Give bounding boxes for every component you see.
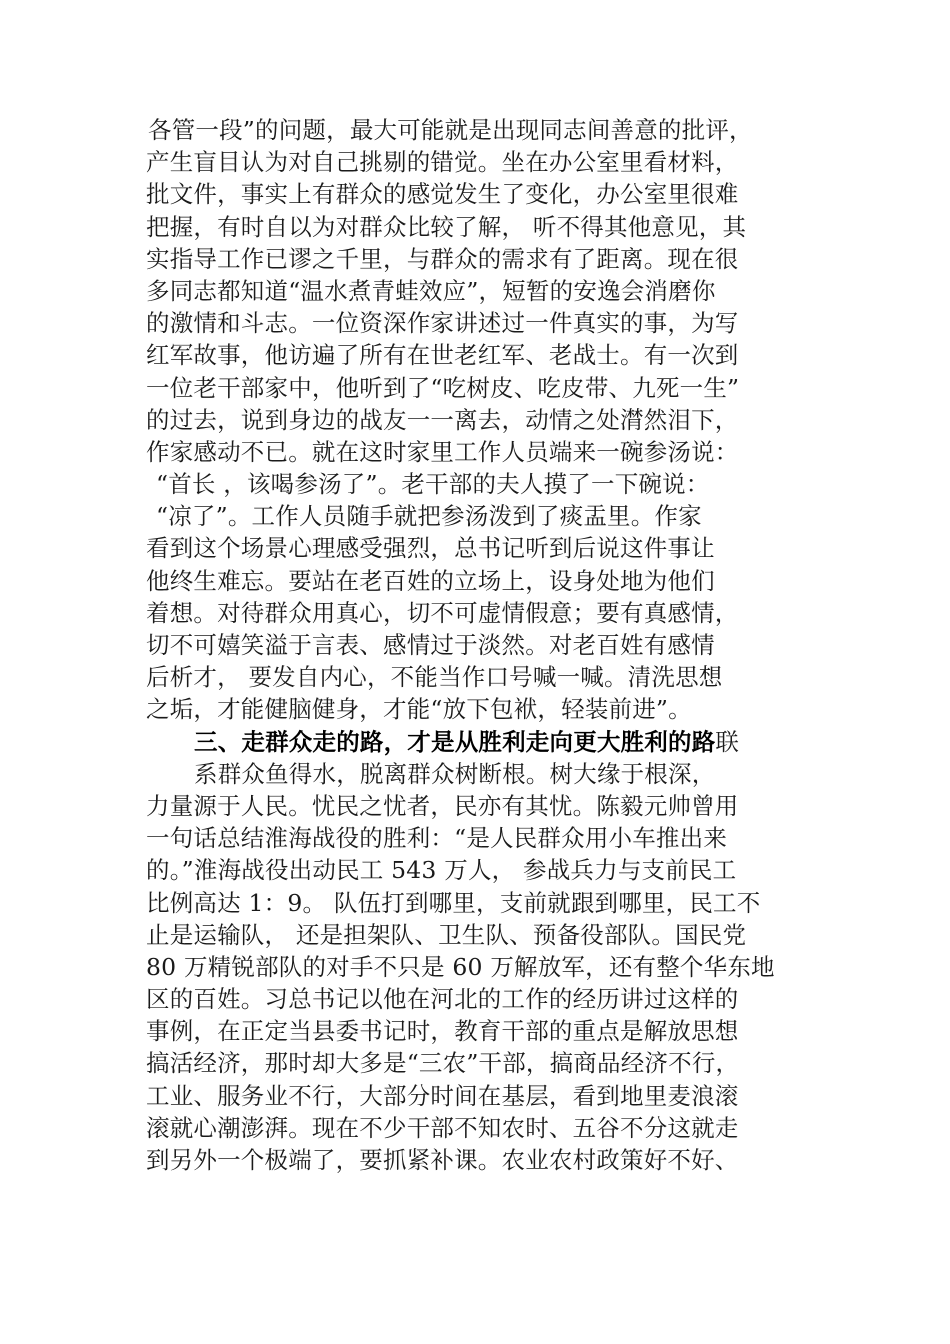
text-line: 的。”淮海战役出动民工 543 万人， 参战兵力与支前民工 [146, 856, 737, 885]
text-line: 比例高达 1：9。 队伍打到哪里，支前就跟到哪里，民工不 [146, 888, 761, 917]
text-line: 着想。对待群众用真心，切不可虚情假意；要有真感情， [146, 598, 739, 627]
text-line: 一位老干部家中，他听到了“吃树皮、吃皮带、九死一生” [146, 373, 740, 402]
text-line: 之垢，才能健脑健身，才能“放下包袱，轻装前进”。 [146, 695, 692, 724]
section-heading-line [146, 726, 826, 758]
text-line: 一句话总结淮海战役的胜利：“是人民群众用小车推出来 [146, 824, 728, 853]
text-line: 批文件，事实上有群众的感觉发生了变化，办公室里很难 [146, 180, 739, 209]
text-line: 后析才， 要发自内心，不能当作口号喊一喊。清洗思想 [146, 663, 723, 692]
text-line: 到另外一个极端了，要抓紧补课。农业农村政策好不好、 [146, 1146, 739, 1174]
text-line: 力量源于人民。忧民之忧者，民亦有其忧。陈毅元帅曾用 [146, 791, 739, 820]
text-line: 80 万精锐部队的对手不只是 60 万解放军，还有整个华东地 [146, 952, 775, 981]
text-line: 的过去，说到身边的战友一一离去，动情之处潸然泪下， [146, 405, 739, 434]
section-heading: 三、走群众走的路，才是从胜利走向更大胜利的路 [194, 727, 716, 756]
text-line: 多同志都知道“温水煮青蛙效应”，短暂的安逸会消磨你 [146, 276, 716, 305]
text-line: 看到这个场景心理感受强烈，总书记听到后说这件事让 [146, 534, 715, 563]
text-line: “凉了”。工作人员随手就把参汤泼到了痰盂里。作家 [156, 502, 702, 531]
text-line: 滚就心潮澎湃。现在不少干部不知农时、五谷不分这就走 [146, 1113, 739, 1142]
text-line: 各管一段”的问题，最大可能就是出现同志间善意的批评， [148, 116, 753, 144]
text-line: 切不可嬉笑溢于言表、感情过于淡然。对老百姓有感情 [146, 631, 715, 659]
heading-tail-text: 联 [715, 727, 740, 756]
text-line: 他终生难忘。要站在老百姓的立场上，设身处地为他们 [146, 566, 715, 595]
text-line: 产生盲目认为对自己挑剔的错觉。坐在办公室里看材料， [146, 148, 739, 177]
text-line: 的激情和斗志。一位资深作家讲述过一件真实的事，为写 [146, 309, 739, 338]
text-line: 作家感动不已。就在这时家里工作人员端来一碗参汤说： [146, 437, 739, 466]
text-line: 事例，在正定当县委书记时，教育干部的重点是解放思想 [146, 1017, 739, 1046]
text-line: 区的百姓。习总书记以他在河北的工作的经历讲过这样的 [146, 985, 739, 1014]
text-line: 红军故事，他访遍了所有在世老红军、老战士。有一次到 [146, 341, 739, 370]
text-line: 系群众鱼得水，脱离群众树断根。树大缘于根深， [194, 759, 716, 788]
body-text [146, 114, 826, 1176]
text-line: 把握，有时自以为对群众比较了解， 听不得其他意见，其 [146, 212, 747, 241]
text-line: 工业、服务业不行，大部分时间在基层，看到地里麦浪滚 [146, 1081, 739, 1110]
text-line: 止是运输队， 还是担架队、卫生队、预备役部队。国民党 [146, 920, 747, 949]
text-line: 搞活经济，那时却大多是“三农”干部，搞商品经济不行， [146, 1049, 740, 1078]
text-line: “首长 ，该喝参汤了”。老干部的夫人摸了一下碗说： [156, 470, 710, 499]
text-line: 实指导工作已谬之千里，与群众的需求有了距离。现在很 [146, 244, 739, 273]
